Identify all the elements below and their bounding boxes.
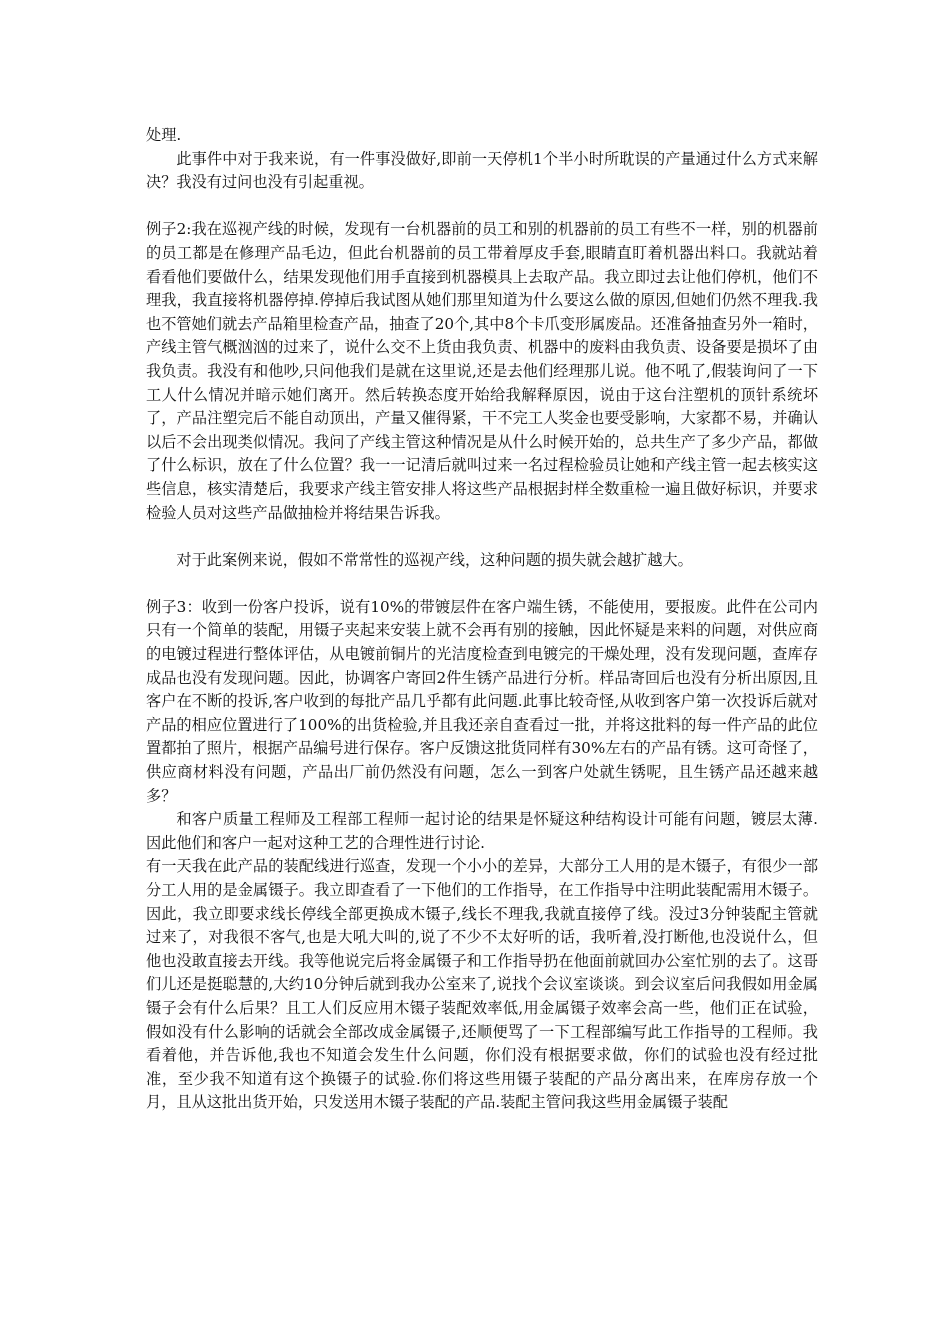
paragraph-example-3: 例子3：收到一份客户投诉，说有10%的带镀层件在客户端生锈，不能使用，要报废。此件在公司内只有一个简单的装配，用镊子夹起来安装上就不会再有别的接触，因此怀疑是来料的问题，对供应商的电镀过程进行整体评估，从电镀前铜片的光洁度检查到电镀完的干燥处理，没有发现问题，查库存成品也没有发现问题。因此，协调客户寄回2件生锈产品进行分析。样品寄回后也没有分析出原因,且客户在不断的投诉,客户收到的每批产品几乎都有此问题.此事比较奇怪,从收到客户第一次投诉后就对产品的相应位置进行了100%的出货检验,并且我还亲自查看过一批，并将这批料的每一件产品的此位置都拍了照片，根据产品编号进行保存。客户反馈这批货同样有30%左右的产品有锈。这可奇怪了，供应商材料没有问题，产品出厂前仍然没有问题，怎么一到客户处就生锈呢，且生锈产品还越来越多？ (146, 597, 818, 805)
paragraph-reflection-2: 对于此案例来说，假如不常常性的巡视产线，这种问题的损失就会越扩越大。 (176, 550, 693, 569)
paragraph-reflection-1: 此事件中对于我来说，有一件事没做好,即前一天停机1个半小时所耽误的产量通过什么方式来解决？我没有过问也没有引起重视。 (146, 149, 818, 192)
paragraph-example-2: 例子2:我在巡视产线的时候，发现有一台机器前的员工和别的机器前的员工有些不一样，别的机器前的员工都是在修理产品毛边，但此台机器前的员工带着厚皮手套,眼睛直盯着机器出料口。我就站着看看他们要做什么，结果发现他们用手直接到机器模具上去取产品。我立即过去让他们停机，他们不理我，我直接将机器停掉.停掉后我试图从她们那里知道为什么要这么做的原因,但她们仍然不理我.我也不管她们就去产品箱里检查产品，抽查了20个,其中8个卡爪变形属废品。还准备抽查另外一箱时，产线主管气概汹汹的过来了，说什么交不上货由我负责、机器中的废料由我负责、设备要是损坏了由我负责。我没有和他吵,只问他我们是就在这里说,还是去他们经理那儿说。他不吼了,假装询问了一下工人什么情况并暗示她们离开。然后转换态度开始给我解释原因，说由于这台注塑机的顶针系统坏了，产品注塑完后不能自动顶出，产量又催得紧，干不完工人奖金也要受影响，大家都不易，并确认以后不会出现类似情况。我问了产线主管这种情况是从什么时候开始的，总共生产了多少产品，都做了什么标识，放在了什么位置？我一一记清后就叫过来一名过程检验员让她和产线主管一起去核实这些信息，核实清楚后，我要求产线主管安排人将这些产品根据封样全数重检一遍且做好标识，并要求检验人员对这些产品做抽检并将结果告诉我。 (146, 220, 818, 522)
paragraph-spacer (146, 525, 818, 549)
paragraph-continuation: 处理. (146, 126, 182, 144)
paragraph-inspection: 有一天我在此产品的装配线进行巡查，发现一个小小的差异，大部分工人用的是木镊子，有很少一部分工人用的是金属镊子。我立即查看了一下他们的工作指导，在工作指导中注明此装配需用木镊子。因此，我立即要求线长停线全部更换成木镊子,线长不理我,我就直接停了线。没过3分钟装配主管就过来了，对我很不客气,也是大吼大叫的,说了不少不太好听的话，我听着,没打断他,也没说什么，但他也没敢直接去开线。我等他说完后将金属镊子和工作指导扔在他面前就回办公室忙别的去了。这哥们儿还是挺聪慧的,大约10分钟后就到我办公室来了,说找个会议室谈谈。到会议室后问我假如用金属镊子会有什么后果？且工人们反应用木镊子装配效率低,用金属镊子效率会高一些，他们正在试验，假如没有什么影响的话就会全部改成金属镊子,还顺便骂了一下工程部编写此工作指导的工程师。我看着他，并告诉他,我也不知道会发生什么问题，你们没有根据要求做，你们的试验也没有经过批准，至少我不知道有这个换镊子的试验.你们将这些用镊子装配的产品分离出来，在库房存放一个月，且从这批出货开始，只发送用木镊子装配的产品.装配主管问我这些用金属镊子装配 (146, 857, 818, 1112)
paragraph-spacer (146, 572, 818, 596)
paragraph-discussion: 和客户质量工程师及工程部工程师一起讨论的结果是怀疑这种结构设计可能有问题，镀层太薄.因此他们和客户一起对这种工艺的合理性进行讨论. (146, 810, 818, 852)
document-body (146, 124, 818, 1115)
paragraph-spacer (146, 195, 818, 219)
